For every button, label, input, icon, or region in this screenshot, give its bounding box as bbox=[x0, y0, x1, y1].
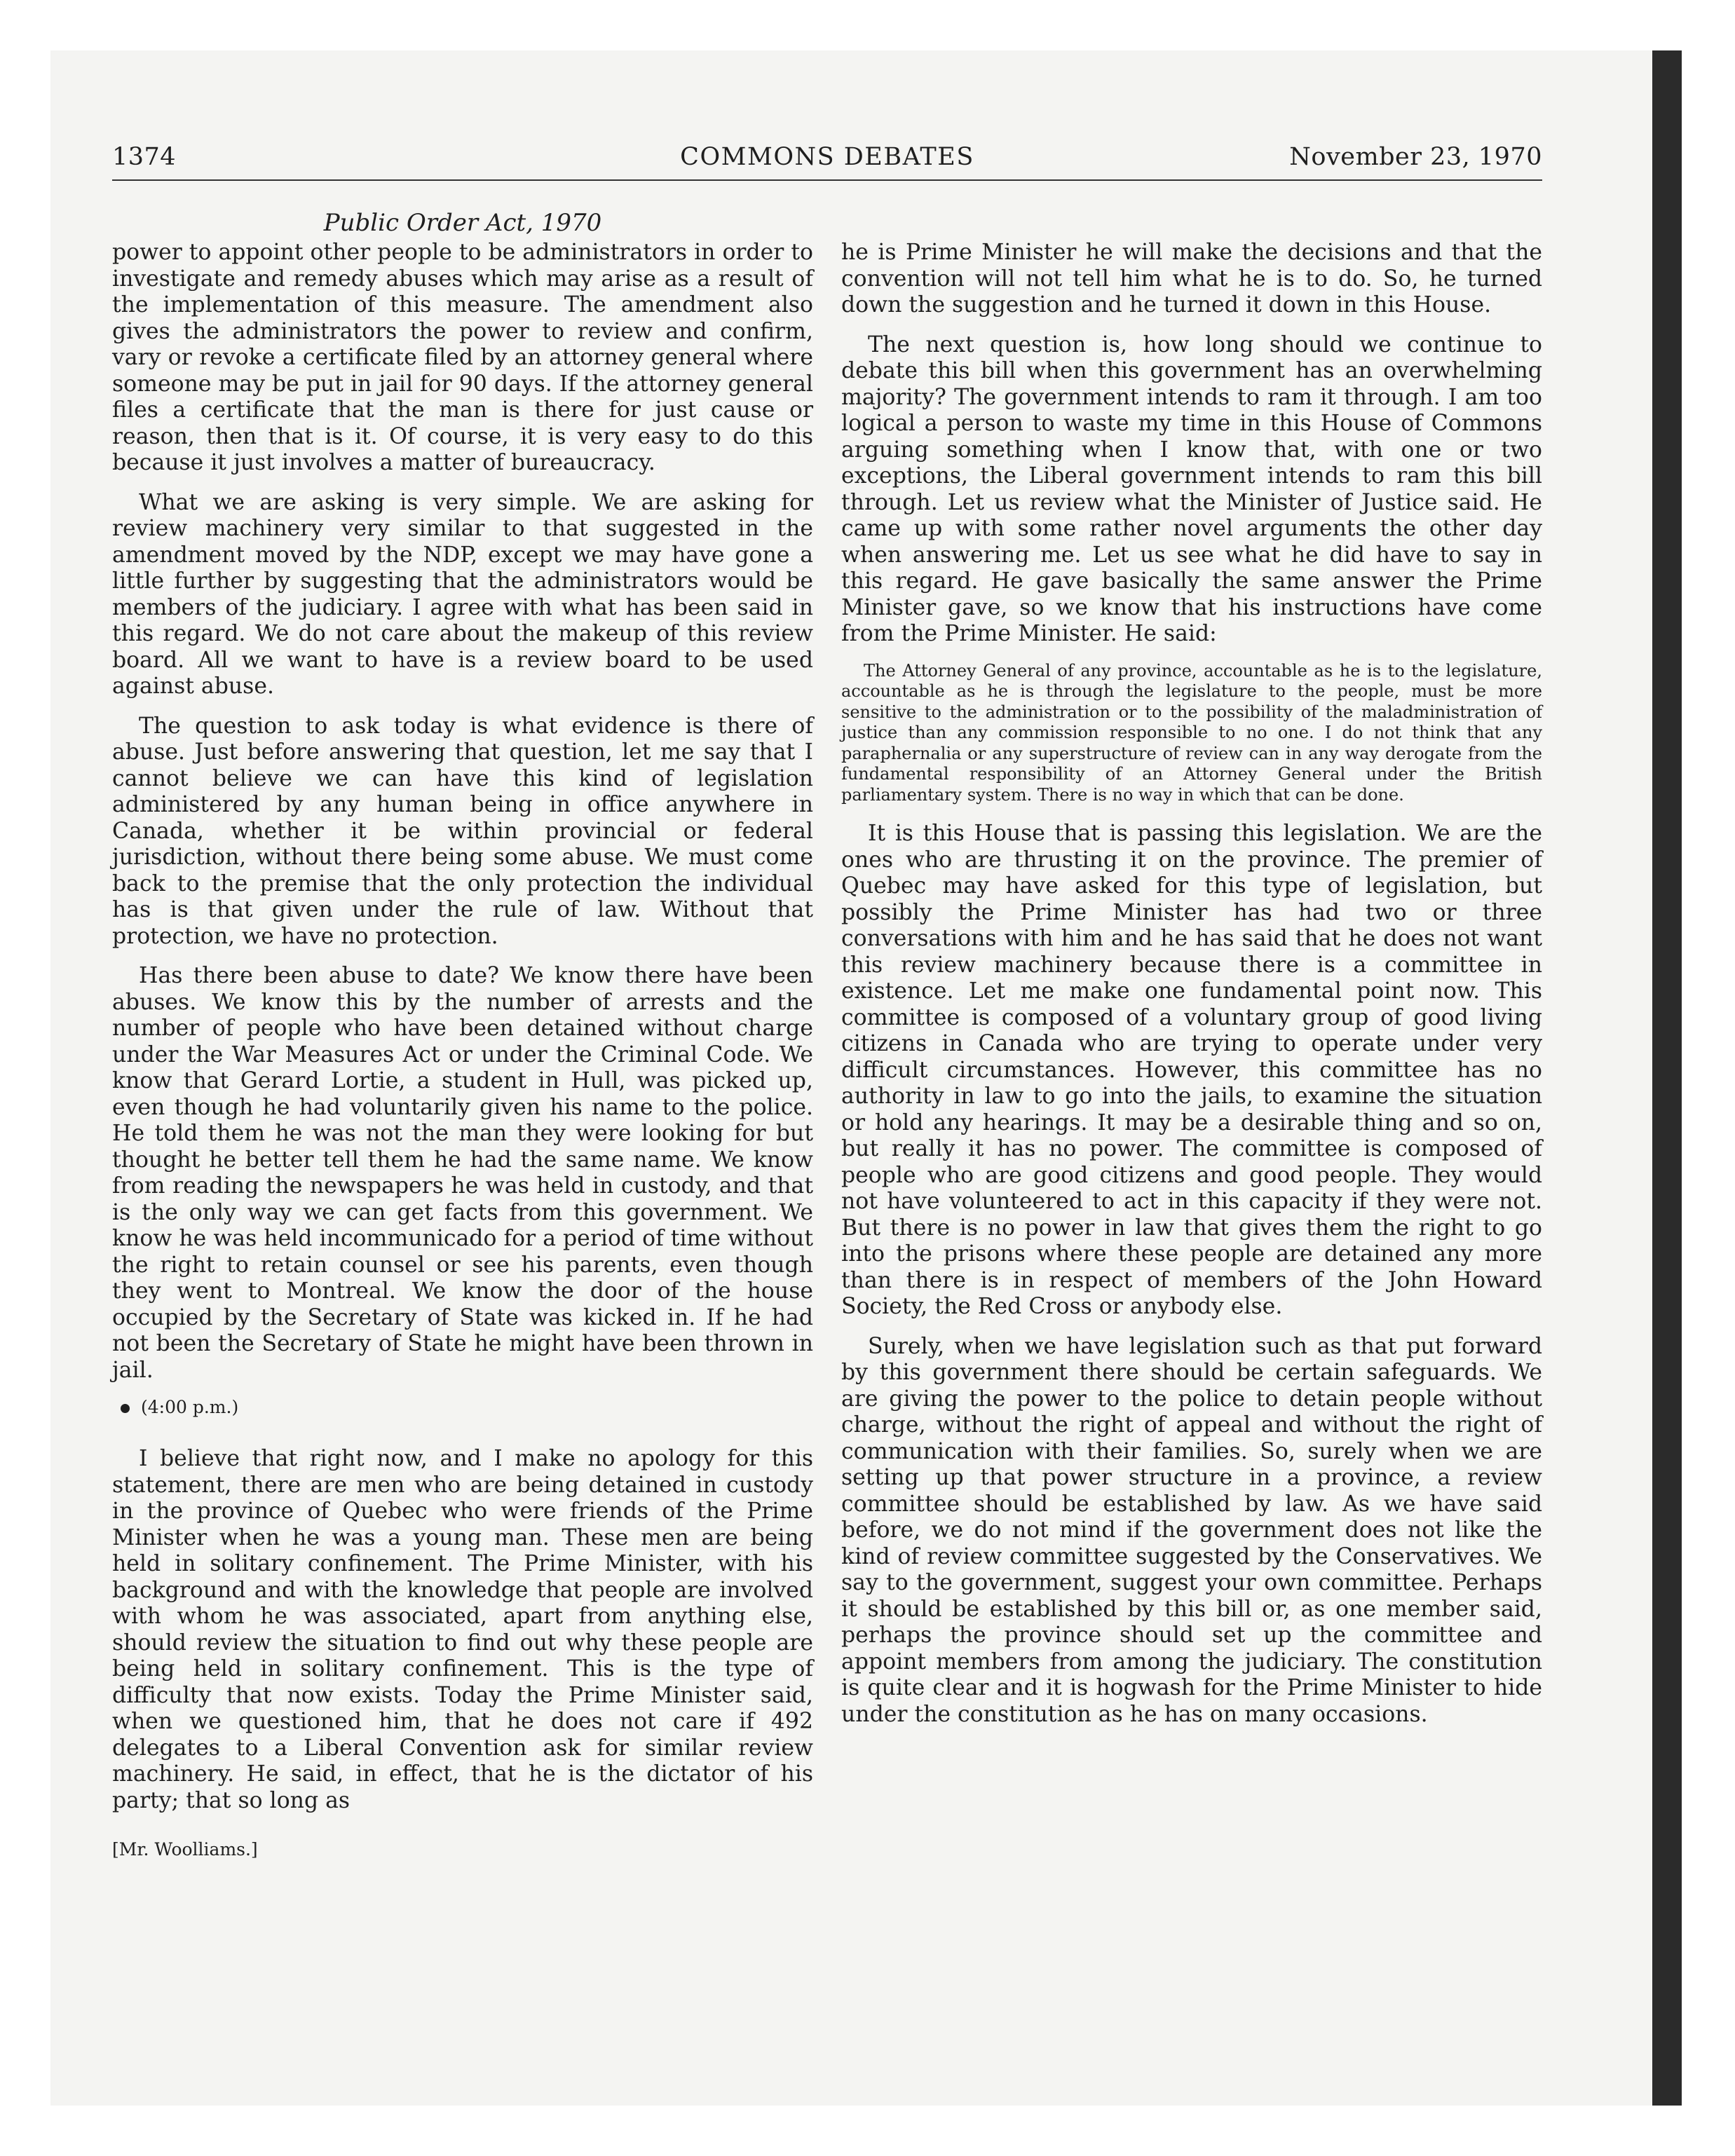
page-number: 1374 bbox=[112, 143, 177, 171]
header-rule bbox=[112, 179, 1542, 181]
bullet-icon bbox=[121, 1404, 130, 1413]
paragraph: I believe that right now, and I make no apology for this statement, there are men who are being detained in custody in the province of Quebec who were friends of the Prime Minister when he was a young man. These men are being held in solitary confinement. The Prime Minister, with his background and with the knowledge that people are involved with whom he was associated, apart from anything else, should review the situation to find out why these people are being held in solitary confinement. This is the type of difficulty that now exists. Today the Prime Minister said, when we questioned him, that he does not care if 492 delegates to a Liberal Convention ask for similar review machinery. He said, in effect, that he is the dictator of his party; that so long as bbox=[112, 1446, 813, 1813]
page-header bbox=[112, 143, 1542, 185]
paragraph: power to appoint other people to be administrators in order to investigate and remedy abuses which may arise as a result of the implementation of this measure. The amendment also gives the administrators the power to review and confirm, vary or revoke a certificate filed by an attorney general where someone may be put in jail for 90 days. If the attorney general files a certificate that the man is there for just cause or reason, then that is it. Of course, it is very easy to do this because it just involves a matter of bureaucracy. bbox=[112, 240, 813, 475]
paragraph: The question to ask today is what evidence is there of abuse. Just before answering that question, let me say that I cannot believe we can have this kind of legislation administered by any human being in office anywhere in Canada, whether it be within provincial or federal jurisdiction, without there being some abuse. We must come back to the premise that the only protection the individual has is that given under the rule of law. Without that protection, we have no protection. bbox=[112, 713, 813, 949]
right-column bbox=[841, 240, 1542, 1741]
paragraph: What we are asking is very simple. We are asking for review machinery very similar to that suggested in the amendment moved by the NDP, except we may have gone a little further by suggesting that the administrators would be members of the judiciary. I agree with what has been said in this regard. We do not care about the makeup of this review board. All we want to have is a review board to be used against abuse. bbox=[112, 489, 813, 699]
paragraph: Surely, when we have legislation such as that put forward by this government there should be certain safeguards. We are giving the power to the police to detain people without charge, without the right of appeal and without the right of communication with their families. So, surely when we are setting up that power structure in a province, a review committee should be established by law. As we have said before, we do not mind if the government does not like the kind of review committee suggested by the Conservatives. We say to the government, suggest your own committee. Perhaps it should be established by this bill or, as one member said, perhaps the province should set up the committee and appoint members from among the judiciary. The constitution is quite clear and it is hogwash for the Prime Minister to hide under the constitution as he has on many occasions. bbox=[841, 1333, 1542, 1727]
paragraph: Has there been abuse to date? We know there have been abuses. We know this by the number of arrests and the number of people who have been detained without charge under the War Measures Act or under the Criminal Code. We know that Gerard Lortie, a student in Hull, was picked up, even though he had voluntarily given his name to the police. He told them he was not the man they were looking for but thought he better tell them he had the same name. We know from reading the newspapers he was held in custody, and that is the only way we can get facts from this government. We know he was held incommunicado for a period of time without the right to retain counsel or see his parents, even though they went to Montreal. We know the door of the house occupied by the Secretary of State was kicked in. If he had not been the Secretary of State he might have been thrown in jail. bbox=[112, 963, 813, 1383]
section-subtitle: Public Order Act, 1970 bbox=[323, 209, 602, 237]
speaker-attribution: [Mr. Woolliams.] bbox=[112, 1839, 258, 1860]
paragraph: he is Prime Minister he will make the decisions and that the convention will not tell him what he is to do. So, he turned down the suggestion and he turned it down in this House. bbox=[841, 240, 1542, 318]
publication-title: COMMONS DEBATES bbox=[680, 143, 974, 171]
time-marker bbox=[112, 1397, 813, 1418]
block-quote: The Attorney General of any province, accountable as he is to the legislature, accountable as he is through the legislature to the people, must be more sensitive to the administration or to the possibility of the maladministration of justice than any commission responsible to no one. I do not think that any paraphernalia or any superstructure of review can in any way derogate from the fundamental responsibility of an Attorney General under the British parliamentary system. There is no way in which that can be done. bbox=[841, 660, 1542, 805]
scan-edge-shadow bbox=[1652, 50, 1682, 2106]
paragraph: It is this House that is passing this legislation. We are the ones who are thrusting it on the province. The premier of Quebec may have asked for this type of legislation, but possibly the Prime Minister has had two or three conversations with him and he has said that he does not want this review machinery because there is a committee in existence. Let me make one fundamental point now. This committee is composed of a voluntary group of good living citizens in Canada who are trying to operate under very difficult circumstances. However, this committee has no authority in law to go into the jails, to examine the situation or hold any hearings. It may be a desirable thing and so on, but really it has no power. The committee is composed of people who are good citizens and good people. They would not have volunteered to act in this capacity if they were not. But there is no power in law that gives them the right to go into the prisons where these people are detained any more than there is in respect of members of the John Howard Society, the Red Cross or anybody else. bbox=[841, 821, 1542, 1319]
time-marker-text: (4:00 p.m.) bbox=[141, 1397, 239, 1417]
page-date: November 23, 1970 bbox=[1289, 143, 1542, 171]
left-column bbox=[112, 240, 813, 1860]
paragraph: The next question is, how long should we continue to debate this bill when this government has an overwhelming majority? The government intends to ram it through. I am too logical a person to waste my time in this House of Commons arguing something when I know that, with one or two exceptions, the Liberal government intends to ram this bill through. Let us review what the Minister of Justice said. He came up with some rather novel arguments the other day when answering me. Let us see what he did have to say in this regard. He gave basically the same answer the Prime Minister gave, so we know that his instructions have come from the Prime Minister. He said: bbox=[841, 332, 1542, 646]
